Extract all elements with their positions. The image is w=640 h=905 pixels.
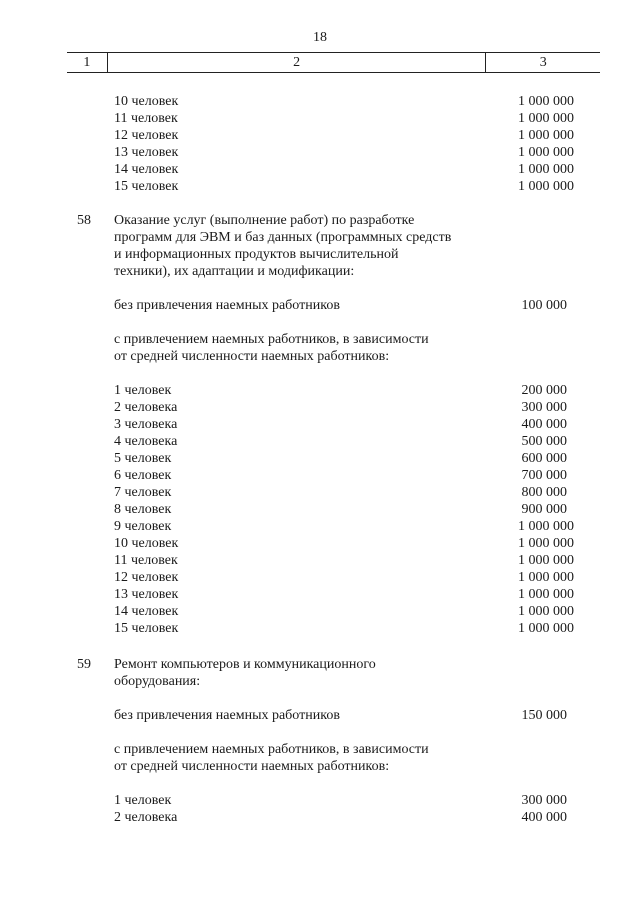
with-employees-text: с привлечением наемных работников, в зависимости <box>114 742 429 757</box>
row-value: 1 000 000 <box>518 162 574 177</box>
row-value: 400 000 <box>521 810 567 825</box>
row-label: без привлечения наемных работников <box>114 708 340 723</box>
row-value: 500 000 <box>521 434 567 449</box>
list-item <box>0 416 640 433</box>
list-item <box>0 93 640 110</box>
row-label: 14 человек <box>114 162 179 177</box>
row-value: 1 000 000 <box>518 145 574 160</box>
row-value: 300 000 <box>521 400 567 415</box>
document-body <box>0 93 640 826</box>
with-employees-line <box>0 348 640 365</box>
item-title-text: техники), их адаптации и модификации: <box>114 264 355 279</box>
item-number: 59 <box>77 657 91 672</box>
with-employees-line <box>0 741 640 758</box>
without-employees-row <box>0 707 640 724</box>
item-title-line <box>0 656 640 673</box>
list-item <box>0 501 640 518</box>
item-title-line <box>0 246 640 263</box>
row-value: 1 000 000 <box>518 587 574 602</box>
row-label: 4 человека <box>114 434 178 449</box>
top-rows-section <box>0 93 640 195</box>
row-label: 15 человек <box>114 621 179 636</box>
with-employees-line <box>0 331 640 348</box>
row-label: 2 человека <box>114 400 178 415</box>
row-label: 2 человека <box>114 810 178 825</box>
row-value: 1 000 000 <box>518 111 574 126</box>
row-label: 13 человек <box>114 587 179 602</box>
row-label: 11 человек <box>114 111 178 126</box>
list-item <box>0 450 640 467</box>
with-employees-text: от средней численности наемных работников: <box>114 759 390 774</box>
item-title-text: Оказание услуг (выполнение работ) по разработке <box>114 213 415 228</box>
with-employees-text: с привлечением наемных работников, в зависимости <box>114 332 429 347</box>
row-value: 300 000 <box>521 793 567 808</box>
list-item <box>0 399 640 416</box>
row-label: 12 человек <box>114 128 179 143</box>
list-item <box>0 484 640 501</box>
row-label: 11 человек <box>114 553 178 568</box>
row-label: 12 человек <box>114 570 179 585</box>
row-value: 700 000 <box>521 468 567 483</box>
list-item <box>0 161 640 178</box>
item-title-text: Ремонт компьютеров и коммуникационного <box>114 657 376 672</box>
item-title-line <box>0 229 640 246</box>
item-title-line <box>0 212 640 229</box>
column-header-3: 3 <box>539 54 547 70</box>
row-label: 10 человек <box>114 536 179 551</box>
page-number: 18 <box>313 30 327 45</box>
list-item <box>0 569 640 586</box>
list-item <box>0 809 640 826</box>
list-item <box>0 518 640 535</box>
list-item <box>0 144 640 161</box>
row-label: 8 человек <box>114 502 172 517</box>
list-item <box>0 467 640 484</box>
row-label: 1 человек <box>114 793 172 808</box>
row-value: 1 000 000 <box>518 553 574 568</box>
row-value: 1 000 000 <box>518 94 574 109</box>
row-label: 9 человек <box>114 519 172 534</box>
row-label: 7 человек <box>114 485 172 500</box>
row-value: 1 000 000 <box>518 179 574 194</box>
column-header-2: 2 <box>108 53 487 72</box>
list-item <box>0 535 640 552</box>
with-employees-line <box>0 758 640 775</box>
list-item <box>0 586 640 603</box>
without-employees-row <box>0 297 640 314</box>
row-value: 1 000 000 <box>518 519 574 534</box>
row-value: 1 000 000 <box>518 621 574 636</box>
row-value: 900 000 <box>521 502 567 517</box>
row-value: 1 000 000 <box>518 604 574 619</box>
item-title-line <box>0 263 640 280</box>
row-value: 1 000 000 <box>518 128 574 143</box>
column-header-row <box>67 52 600 73</box>
with-employees-text: от средней численности наемных работников: <box>114 349 390 364</box>
row-label: 15 человек <box>114 179 179 194</box>
item-title-text: и информационных продуктов вычислительной <box>114 247 399 262</box>
item-59-section <box>0 656 640 826</box>
row-label: 5 человек <box>114 451 172 466</box>
row-value: 800 000 <box>521 485 567 500</box>
list-item <box>0 433 640 450</box>
item-number: 58 <box>77 213 91 228</box>
item-title-text: оборудования: <box>114 674 201 689</box>
row-label: 14 человек <box>114 604 179 619</box>
list-item <box>0 552 640 569</box>
item-title-line <box>0 673 640 690</box>
row-value: 1 000 000 <box>518 570 574 585</box>
row-value: 400 000 <box>521 417 567 432</box>
list-item <box>0 620 640 637</box>
list-item <box>0 110 640 127</box>
row-value: 600 000 <box>521 451 567 466</box>
row-value: 150 000 <box>521 708 567 723</box>
list-item <box>0 127 640 144</box>
list-item <box>0 382 640 399</box>
row-value: 100 000 <box>521 298 567 313</box>
list-item <box>0 792 640 809</box>
list-item <box>0 603 640 620</box>
list-item <box>0 178 640 195</box>
row-value: 1 000 000 <box>518 536 574 551</box>
item-title-text: программ для ЭВМ и баз данных (программных средств <box>114 230 452 245</box>
item-58-section <box>0 212 640 637</box>
row-label: без привлечения наемных работников <box>114 298 340 313</box>
row-label: 3 человека <box>114 417 178 432</box>
row-value: 200 000 <box>521 383 567 398</box>
row-label: 13 человек <box>114 145 179 160</box>
row-label: 10 человек <box>114 94 179 109</box>
row-label: 1 человек <box>114 383 172 398</box>
column-header-1: 1 <box>67 53 108 72</box>
row-label: 6 человек <box>114 468 172 483</box>
